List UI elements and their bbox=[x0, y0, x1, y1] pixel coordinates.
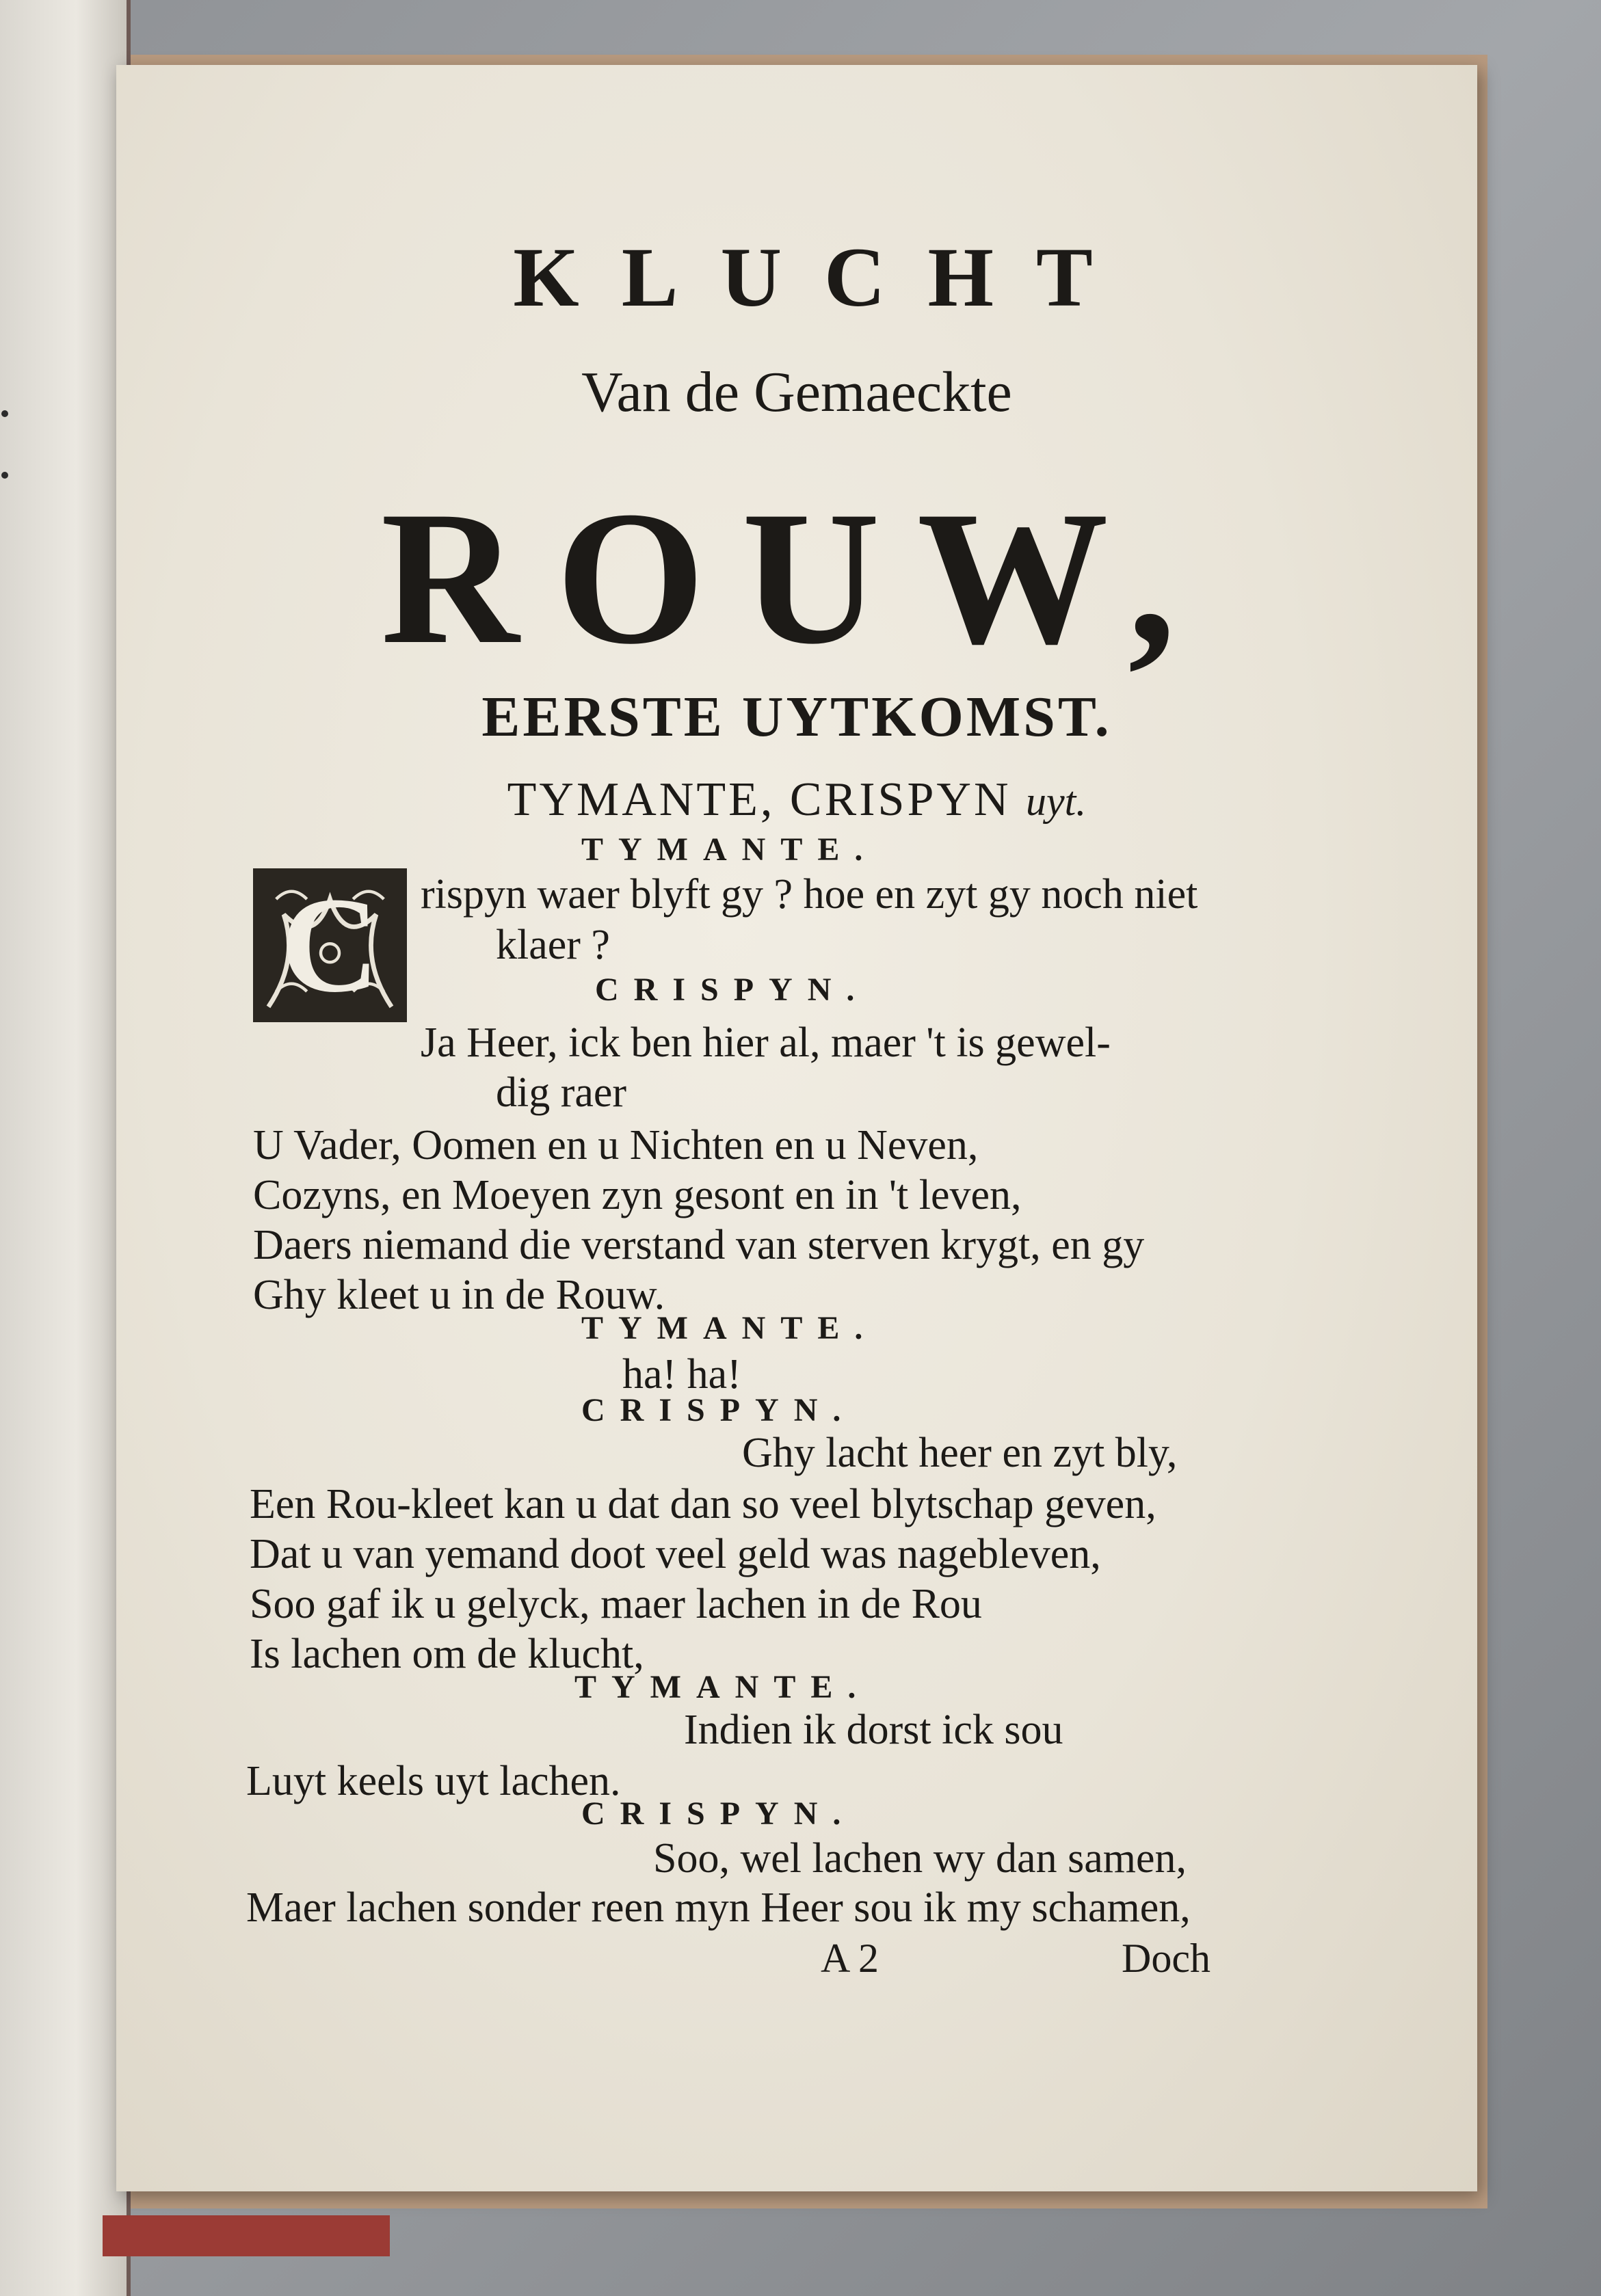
book-binding bbox=[103, 2215, 390, 2256]
verse-line: Daers niemand die verstand van sterven krygt, en gy bbox=[253, 1222, 1145, 1268]
verse-line: Luyt keels uyt lachen. bbox=[246, 1758, 621, 1804]
speaker-crispyn: CRISPYN. bbox=[581, 1796, 856, 1832]
verse-line: Maer lachen sonder reen myn Heer sou ik my schamen, bbox=[246, 1884, 1191, 1931]
verse-line: dig raer bbox=[496, 1069, 627, 1116]
signature-mark: A 2 bbox=[821, 1936, 879, 1981]
verse-line: Soo, wel lachen wy dan samen, bbox=[653, 1835, 1187, 1882]
speaker-tymante: TYMANTE. bbox=[581, 831, 878, 868]
title-rouw: ROUW, bbox=[380, 471, 1213, 684]
verse-line: Ghy lacht heer en zyt bly, bbox=[742, 1430, 1178, 1476]
verse-line: rispyn waer blyft gy ? hoe en zyt gy noch niet bbox=[421, 871, 1198, 918]
speaker-crispyn: CRISPYN. bbox=[595, 972, 870, 1008]
verse-line: Ja Heer, ick ben hier al, maer 't is gewel- bbox=[421, 1019, 1111, 1066]
facing-page bbox=[0, 0, 131, 2296]
title-klucht: KLUCHT bbox=[513, 230, 1135, 324]
speaker-tymante: TYMANTE. bbox=[574, 1669, 871, 1705]
speaker-crispyn: CRISPYN. bbox=[581, 1392, 856, 1428]
verse-line: U Vader, Oomen en u Nichten en u Neven, bbox=[253, 1122, 979, 1169]
cast-names: TYMANTE, CRISPYN bbox=[507, 773, 1011, 826]
ink-spot bbox=[1, 472, 8, 479]
decorated-initial bbox=[253, 868, 407, 1022]
verse-line: Ghy kleet u in de Rouw. bbox=[253, 1272, 665, 1318]
scene-heading: EERSTE UYTKOMST. bbox=[481, 685, 1112, 749]
cast-action: uyt. bbox=[1026, 779, 1087, 824]
cast-line bbox=[116, 773, 1477, 827]
verse-line: Cozyns, en Moeyen zyn gesont en in 't leven, bbox=[253, 1172, 1022, 1218]
verse-line: Dat u van yemand doot veel geld was nagebleven, bbox=[250, 1531, 1101, 1577]
verse-line: Een Rou-kleet kan u dat dan so veel blytschap geven, bbox=[250, 1481, 1156, 1527]
verse-line: klaer ? bbox=[496, 922, 610, 968]
title-subtitle: Van de Gemaeckte bbox=[581, 360, 1012, 424]
verse-line: Soo gaf ik u gelyck, maer lachen in de Rou bbox=[250, 1581, 982, 1627]
verse-line: ha! ha! bbox=[622, 1351, 741, 1398]
verse-line: Indien ik dorst ick sou bbox=[684, 1707, 1063, 1753]
book-page bbox=[116, 65, 1477, 2191]
verse-line: Is lachen om de klucht, bbox=[250, 1631, 644, 1677]
ink-spot bbox=[1, 410, 8, 417]
speaker-tymante: TYMANTE. bbox=[581, 1310, 878, 1346]
page-text bbox=[116, 65, 1477, 2191]
catchword: Doch bbox=[1122, 1936, 1210, 1981]
initial-letter: C bbox=[280, 870, 380, 1021]
